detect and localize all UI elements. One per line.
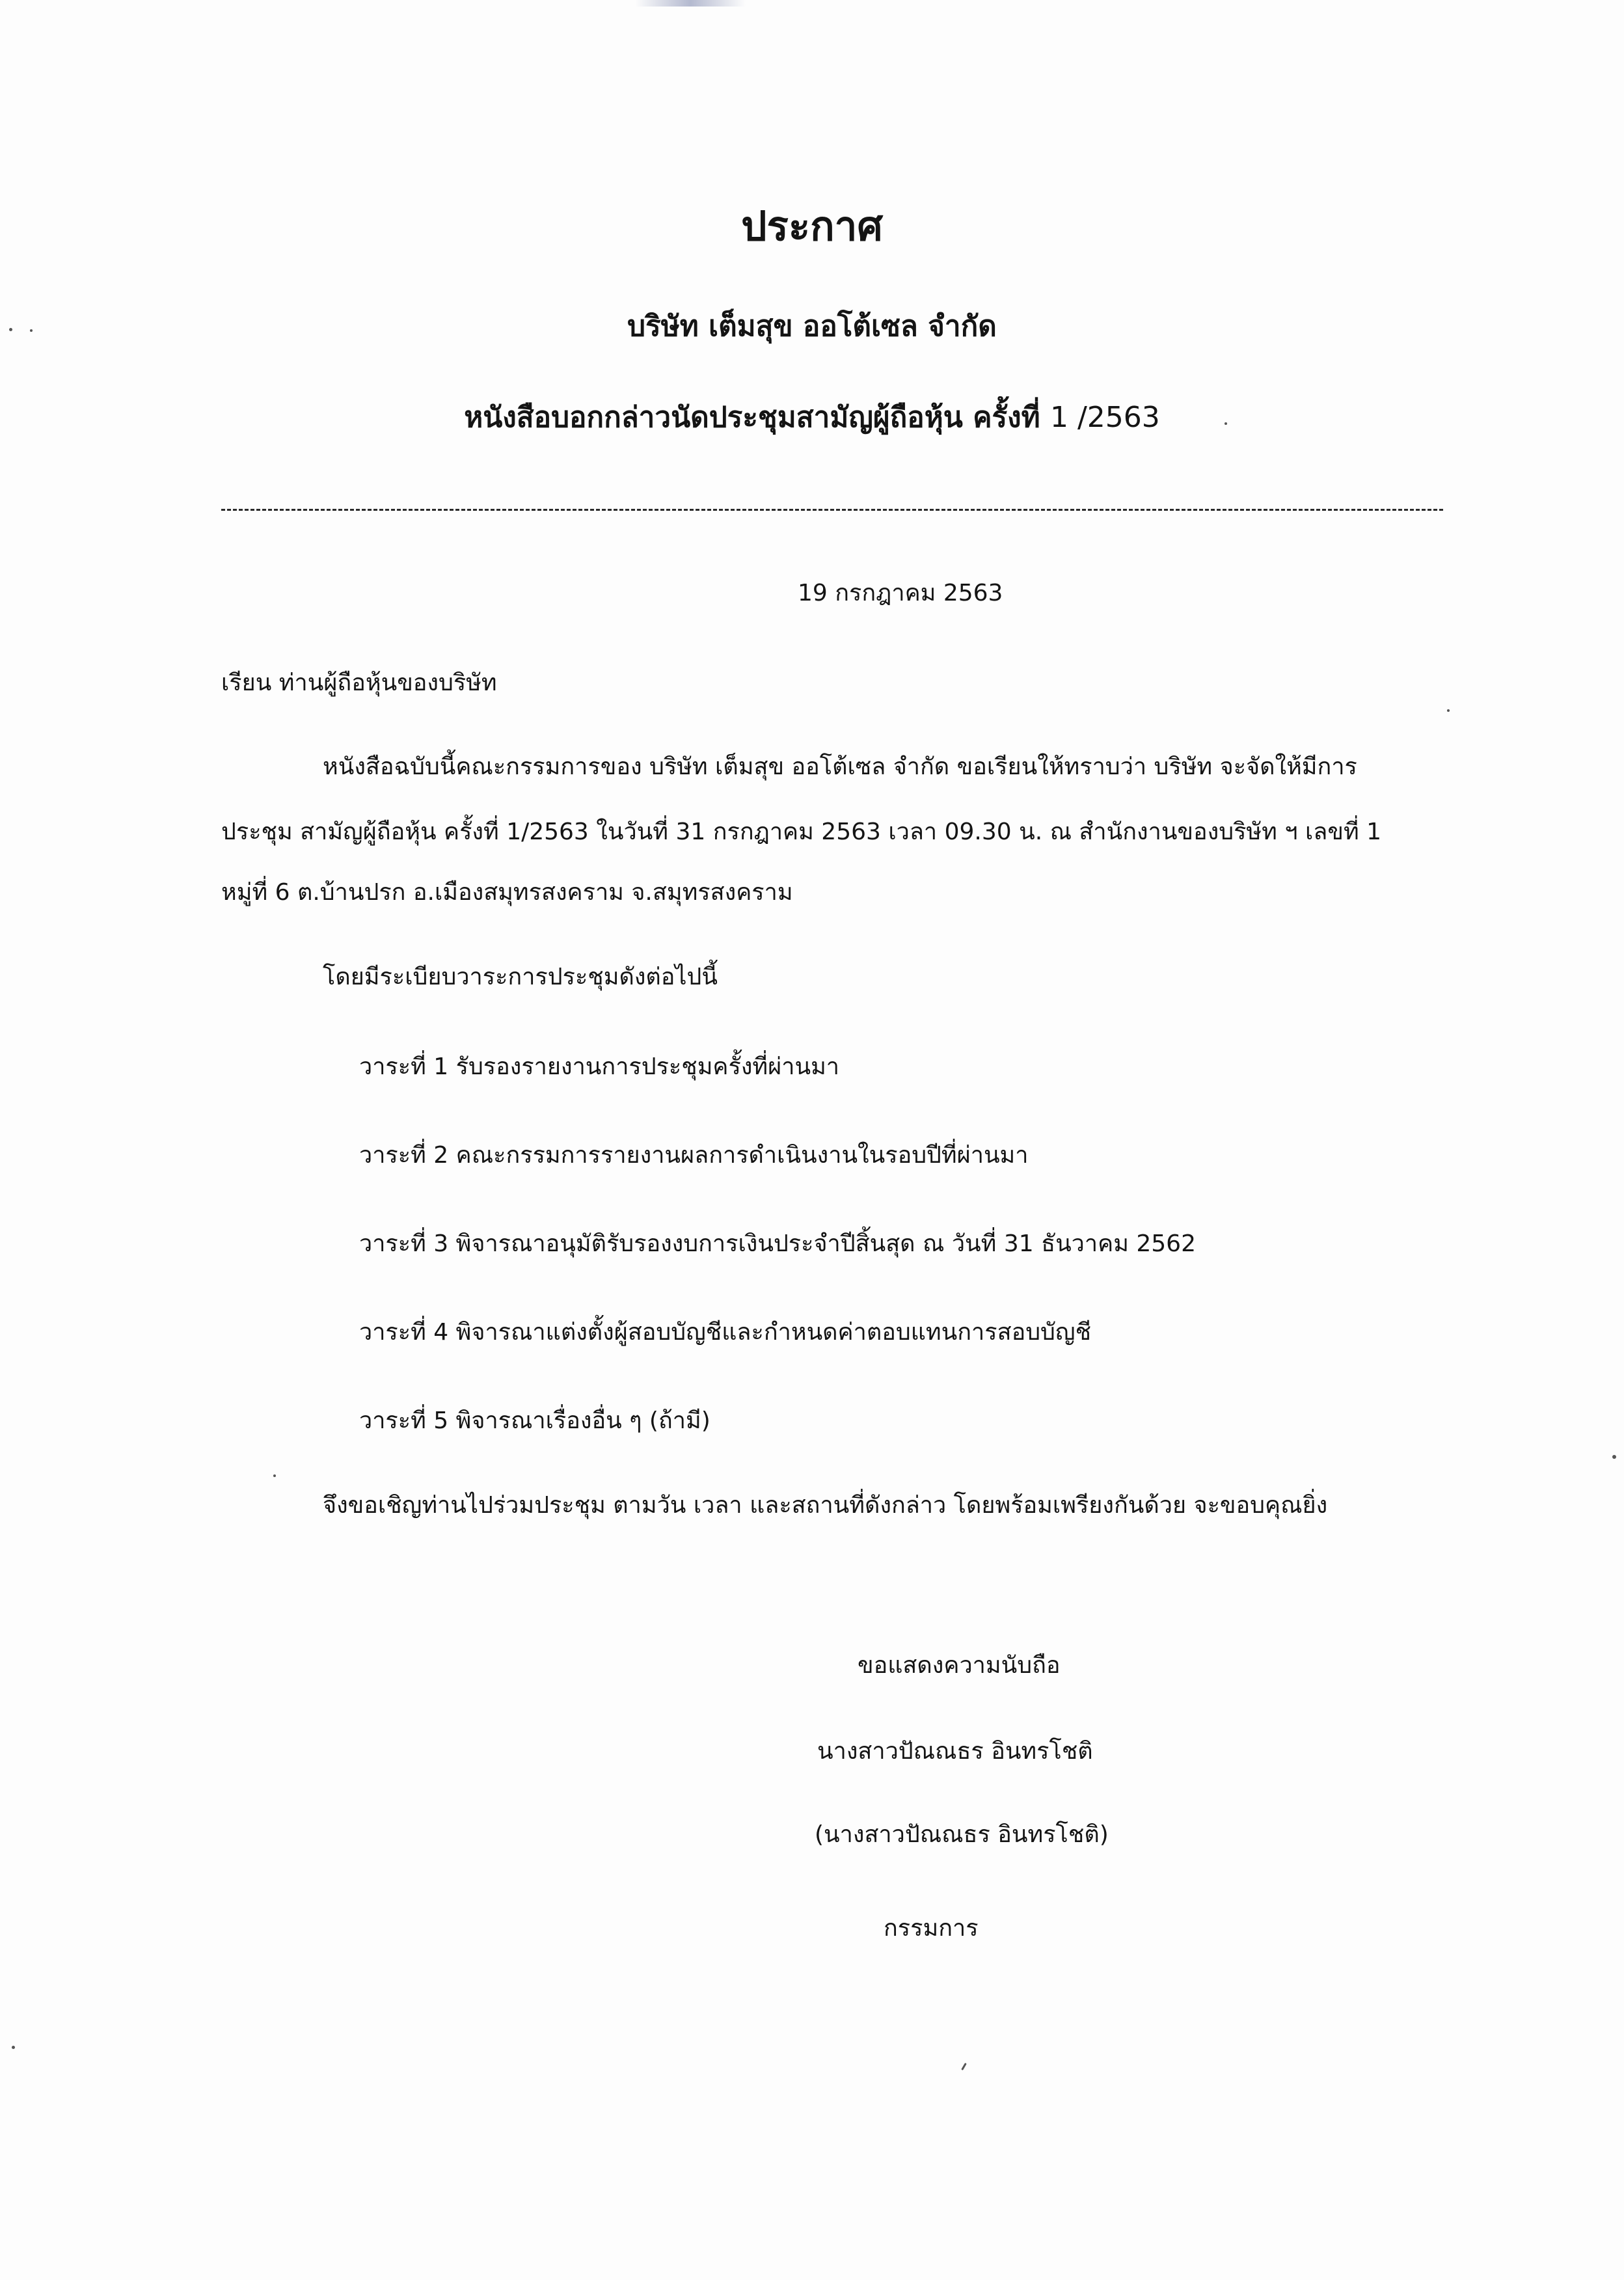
salutation: เรียน ท่านผู้ถือหุ้นของบริษัท xyxy=(221,670,497,696)
meeting-number: 1 /2563 xyxy=(1049,401,1160,434)
scan-artifact xyxy=(635,0,746,7)
body-line-1: หนังสือฉบับนี้คณะกรรมการของ บริษัท เต็มสุข ออโต้เซล จำกัด ขอเรียนให้ทราบว่า บริษัท จะจัดให้มีการ xyxy=(323,753,1357,780)
agenda-item-2: วาระที่ 2 คณะกรรมการรายงานผลการดำเนินงานในรอบปีที่ผ่านมา xyxy=(359,1142,1029,1169)
scan-speck xyxy=(30,329,33,332)
agenda-item-5: วาระที่ 5 พิจารณาเรื่องอื่น ๆ (ถ้ามี) xyxy=(359,1407,710,1434)
signature-regards: ขอแสดงความนับถือ xyxy=(858,1652,1061,1679)
signatory-name-parenthesized: (นางสาวปัณณธร อินทรโชติ) xyxy=(815,1821,1109,1848)
announcement-title: ประกาศ xyxy=(741,202,883,250)
agenda-intro: โดยมีระเบียบวาระการประชุมดังต่อไปนี้ xyxy=(323,964,718,990)
subject-text: หนังสือบอกกล่าวนัดประชุมสามัญผู้ถือหุ้น ครั้งที่ xyxy=(464,401,1040,434)
subject-line xyxy=(0,398,1624,437)
scan-speck xyxy=(273,1474,276,1477)
body-line-2: ประชุม สามัญผู้ถือหุ้น ครั้งที่ 1/2563 ในวันที่ 31 กรกฎาคม 2563 เวลา 09.30 น. ณ สำนักงานของบริษัท ฯ เลขที่ 1 xyxy=(221,819,1382,845)
agenda-item-3: วาระที่ 3 พิจารณาอนุมัติรับรองงบการเงินประจำปีสิ้นสุด ณ วันที่ 31 ธันวาคม 2562 xyxy=(359,1230,1196,1257)
closing-paragraph: จึงขอเชิญท่านไปร่วมประชุม ตามวัน เวลา และสถานที่ดังกล่าว โดยพร้อมเพรียงกันด้วย จะขอบคุณยิ่ง xyxy=(323,1492,1328,1519)
scan-speck xyxy=(1225,422,1227,425)
scan-speck xyxy=(9,328,12,331)
scan-speck xyxy=(1447,709,1450,712)
agenda-item-4: วาระที่ 4 พิจารณาแต่งตั้งผู้สอบบัญชีและกำหนดค่าตอบแทนการสอบบัญชี xyxy=(359,1319,1091,1346)
scan-speck xyxy=(12,2046,15,2049)
company-name: บริษัท เต็มสุข ออโต้เซล จำกัด xyxy=(627,310,997,343)
body-line-3: หมู่ที่ 6 ต.บ้านปรก อ.เมืองสมุทรสงคราม จ.สมุทรสงคราม xyxy=(221,879,793,906)
signatory-position: กรรมการ xyxy=(884,1915,979,1942)
scan-speck xyxy=(1612,1455,1616,1459)
scan-speck xyxy=(961,2063,967,2070)
agenda-item-1: วาระที่ 1 รับรองรายงานการประชุมครั้งที่ผ่านมา xyxy=(359,1053,840,1080)
document-date: 19 กรกฎาคม 2563 xyxy=(798,580,1003,606)
dashed-divider xyxy=(221,509,1443,511)
signatory-name: นางสาวปัณณธร อินทรโชติ xyxy=(817,1738,1093,1765)
